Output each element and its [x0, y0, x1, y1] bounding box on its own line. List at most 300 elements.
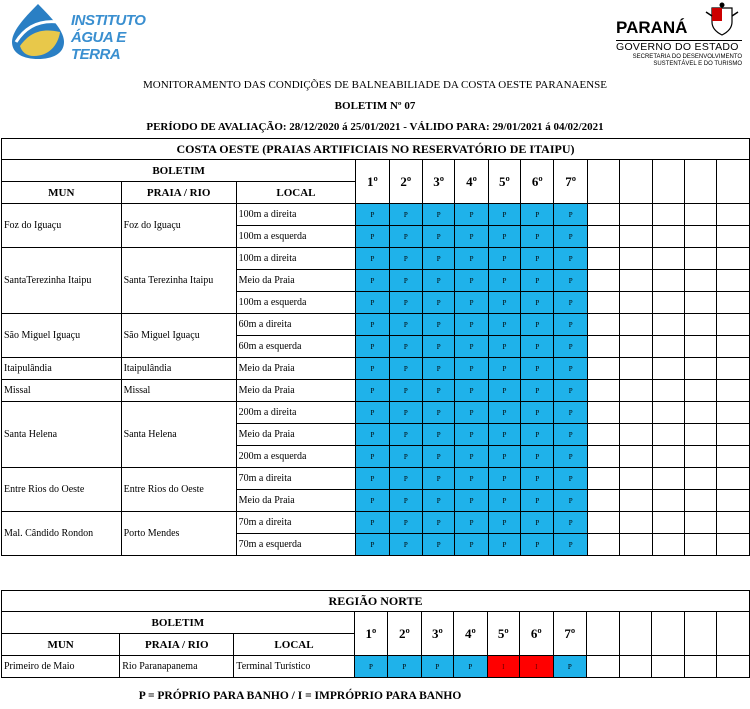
local-cell: Terminal Turístico [234, 656, 354, 678]
status-proprio-cell: P [389, 402, 422, 424]
status-proprio-cell: P [421, 656, 454, 678]
status-proprio-cell: P [488, 292, 520, 314]
empty-cell [652, 656, 685, 678]
empty-cell [587, 314, 619, 336]
municipality-cell: Foz do Iguaçu [2, 204, 122, 248]
empty-cell [587, 336, 619, 358]
local-cell: Meio da Praia [236, 490, 356, 512]
empty-cell [717, 446, 750, 468]
status-proprio-cell: P [422, 468, 454, 490]
status-proprio-cell: P [422, 270, 454, 292]
status-proprio-cell: P [554, 270, 587, 292]
empty-cell [685, 314, 717, 336]
status-proprio-cell: P [455, 534, 488, 556]
status-proprio-cell: P [554, 358, 587, 380]
status-proprio-cell: P [356, 490, 389, 512]
table-row [2, 512, 750, 534]
beach-cell: Santa Terezinha Itaipu [121, 248, 236, 314]
status-proprio-cell: P [389, 534, 422, 556]
empty-cell [587, 292, 619, 314]
week-header: 5º [488, 160, 520, 204]
week-header: 6º [521, 160, 554, 204]
empty-cell [685, 358, 717, 380]
empty-cell [620, 402, 652, 424]
status-proprio-cell: P [521, 446, 554, 468]
table-row [2, 402, 750, 424]
status-proprio-cell: P [422, 336, 454, 358]
status-proprio-cell: P [521, 402, 554, 424]
municipality-cell: Itaipulândia [2, 358, 122, 380]
empty-header-cell [587, 160, 619, 204]
empty-cell [717, 512, 750, 534]
status-proprio-cell: P [389, 204, 422, 226]
logo-right-line2: GOVERNO DO ESTADO [616, 40, 742, 53]
empty-cell [620, 204, 652, 226]
status-proprio-cell: P [488, 468, 520, 490]
local-cell: Meio da Praia [236, 380, 356, 402]
status-proprio-cell: P [554, 468, 587, 490]
empty-cell [685, 446, 717, 468]
mun-header: MUN [2, 182, 122, 204]
empty-cell [587, 204, 619, 226]
week-header: 7º [553, 612, 586, 656]
status-proprio-cell: P [488, 226, 520, 248]
beach-cell: Missal [121, 380, 236, 402]
status-proprio-cell: P [455, 424, 488, 446]
local-cell: 100m a direita [236, 248, 356, 270]
empty-cell [652, 336, 684, 358]
beach-cell: Santa Helena [121, 402, 236, 468]
local-header: LOCAL [236, 182, 356, 204]
legend: P = PRÓPRIO PARA BANHO / I = IMPRÓPRIO PARA BANHO [138, 690, 462, 702]
status-proprio-cell: P [554, 248, 587, 270]
evaluation-period: PERÍODO DE AVALIAÇÃO: 28/12/2020 á 25/01/2021 - VÁLIDO PARA: 29/01/2021 á 04/02/2021 [146, 121, 604, 133]
beach-cell: Porto Mendes [121, 512, 236, 556]
local-cell: 100m a esquerda [236, 292, 356, 314]
status-proprio-cell: P [554, 314, 587, 336]
status-proprio-cell: P [389, 314, 422, 336]
week-header: 4º [455, 160, 488, 204]
empty-cell [685, 226, 717, 248]
empty-header-cell [717, 160, 750, 204]
status-proprio-cell: P [356, 512, 389, 534]
empty-cell [587, 226, 619, 248]
empty-header-cell [684, 612, 717, 656]
local-cell: 200m a esquerda [236, 446, 356, 468]
empty-cell [587, 270, 619, 292]
empty-cell [685, 336, 717, 358]
status-proprio-cell: P [521, 358, 554, 380]
empty-cell [652, 314, 684, 336]
beach-cell: Foz do Iguaçu [121, 204, 236, 248]
empty-cell [717, 270, 750, 292]
empty-cell [685, 292, 717, 314]
status-proprio-cell: P [521, 380, 554, 402]
empty-cell [717, 314, 750, 336]
empty-cell [587, 468, 619, 490]
week-header: 7º [554, 160, 587, 204]
empty-header-cell [587, 612, 620, 656]
week-header: 3º [422, 160, 454, 204]
status-proprio-cell: P [488, 512, 520, 534]
empty-cell [652, 402, 684, 424]
local-cell: 70m a esquerda [236, 534, 356, 556]
status-proprio-cell: P [554, 534, 587, 556]
status-proprio-cell: P [554, 380, 587, 402]
local-cell: Meio da Praia [236, 270, 356, 292]
status-proprio-cell: P [455, 490, 488, 512]
local-cell: 200m a direita [236, 402, 356, 424]
status-proprio-cell: P [554, 424, 587, 446]
status-proprio-cell: P [389, 512, 422, 534]
status-proprio-cell: P [521, 534, 554, 556]
empty-cell [685, 380, 717, 402]
empty-cell [652, 248, 684, 270]
status-proprio-cell: P [389, 248, 422, 270]
status-proprio-cell: P [389, 490, 422, 512]
status-proprio-cell: P [554, 490, 587, 512]
empty-cell [620, 248, 652, 270]
status-proprio-cell: P [389, 424, 422, 446]
beach-cell: Itaipulândia [121, 358, 236, 380]
table-row [2, 248, 750, 270]
status-proprio-cell: P [356, 468, 389, 490]
empty-cell [587, 656, 620, 678]
municipality-cell: Missal [2, 380, 122, 402]
empty-cell [717, 336, 750, 358]
empty-cell [685, 512, 717, 534]
empty-cell [717, 226, 750, 248]
empty-cell [685, 534, 717, 556]
week-header: 4º [454, 612, 487, 656]
empty-cell [620, 534, 652, 556]
status-proprio-cell: P [488, 314, 520, 336]
status-proprio-cell: P [521, 424, 554, 446]
status-proprio-cell: P [389, 336, 422, 358]
logo-right-line3: SECRETARIA DO DESENVOLVIMENTO [632, 54, 742, 60]
empty-cell [620, 468, 652, 490]
empty-cell [685, 490, 717, 512]
status-proprio-cell: P [422, 292, 454, 314]
empty-cell [652, 534, 684, 556]
municipality-cell: São Miguel Iguaçu [2, 314, 122, 358]
status-proprio-cell: P [422, 204, 454, 226]
logo-left-line2: ÁGUA E TERRA [71, 29, 126, 63]
empty-cell [620, 270, 652, 292]
empty-cell [717, 424, 750, 446]
status-proprio-cell: P [488, 402, 520, 424]
mun-header: MUN [2, 634, 120, 656]
empty-cell [652, 512, 684, 534]
status-proprio-cell: P [356, 248, 389, 270]
status-proprio-cell: P [422, 490, 454, 512]
logo-right-secretaria [616, 54, 742, 68]
empty-cell [587, 402, 619, 424]
status-proprio-cell: P [521, 292, 554, 314]
status-proprio-cell: P [488, 336, 520, 358]
status-proprio-cell: P [455, 248, 488, 270]
empty-cell [717, 358, 750, 380]
municipality-cell: SantaTerezinha Itaipu [2, 248, 122, 314]
empty-cell [620, 226, 652, 248]
empty-cell [652, 380, 684, 402]
status-proprio-cell: P [422, 512, 454, 534]
week-header: 2º [389, 160, 422, 204]
status-proprio-cell: P [488, 446, 520, 468]
status-proprio-cell: P [422, 534, 454, 556]
local-cell: Meio da Praia [236, 424, 356, 446]
empty-cell [652, 270, 684, 292]
status-proprio-cell: P [455, 358, 488, 380]
week-header: 6º [520, 612, 553, 656]
status-proprio-cell: P [422, 446, 454, 468]
status-proprio-cell: P [422, 358, 454, 380]
status-proprio-cell: P [356, 358, 389, 380]
status-improprio-cell: I [520, 656, 553, 678]
empty-cell [620, 490, 652, 512]
status-proprio-cell: P [455, 292, 488, 314]
table-title-row [2, 591, 750, 612]
local-cell: 60m a esquerda [236, 336, 356, 358]
header-row [2, 160, 750, 182]
logo-right-line4: SUSTENTÁVEL E DO TURISMO [653, 61, 742, 67]
status-proprio-cell: P [455, 380, 488, 402]
status-proprio-cell: P [455, 402, 488, 424]
status-proprio-cell: P [422, 248, 454, 270]
empty-cell [652, 446, 684, 468]
status-proprio-cell: P [389, 226, 422, 248]
municipality-cell: Santa Helena [2, 402, 122, 468]
empty-cell [717, 292, 750, 314]
local-cell: 70m a direita [236, 468, 356, 490]
table-row [2, 468, 750, 490]
empty-header-cell [652, 612, 685, 656]
empty-cell [717, 534, 750, 556]
table-row [2, 314, 750, 336]
status-proprio-cell: P [422, 402, 454, 424]
status-proprio-cell: P [488, 490, 520, 512]
status-proprio-cell: P [455, 512, 488, 534]
status-proprio-cell: P [521, 270, 554, 292]
empty-cell [717, 248, 750, 270]
status-proprio-cell: P [521, 248, 554, 270]
week-header: 5º [487, 612, 520, 656]
empty-cell [587, 358, 619, 380]
status-proprio-cell: P [356, 336, 389, 358]
empty-cell [685, 402, 717, 424]
status-proprio-cell: P [388, 656, 421, 678]
empty-header-cell [717, 612, 750, 656]
municipality-cell: Mal. Cândido Rondon [2, 512, 122, 556]
status-proprio-cell: P [521, 226, 554, 248]
water-drop-logo-icon [8, 2, 68, 60]
empty-cell [717, 656, 750, 678]
week-header: 1º [354, 612, 387, 656]
status-proprio-cell: P [488, 248, 520, 270]
status-proprio-cell: P [488, 270, 520, 292]
empty-cell [587, 424, 619, 446]
week-header: 2º [388, 612, 421, 656]
local-cell: 60m a direita [236, 314, 356, 336]
status-proprio-cell: P [454, 656, 487, 678]
status-proprio-cell: P [554, 336, 587, 358]
empty-cell [620, 424, 652, 446]
beach-cell: Entre Rios do Oeste [121, 468, 236, 512]
status-improprio-cell: I [487, 656, 520, 678]
empty-cell [620, 314, 652, 336]
local-cell: 100m a esquerda [236, 226, 356, 248]
empty-cell [620, 358, 652, 380]
table-row [2, 380, 750, 402]
status-proprio-cell: P [521, 336, 554, 358]
logo-right-line1: PARANÁ [616, 18, 688, 37]
status-proprio-cell: P [521, 490, 554, 512]
status-proprio-cell: P [356, 446, 389, 468]
status-proprio-cell: P [488, 534, 520, 556]
status-proprio-cell: P [356, 292, 389, 314]
status-proprio-cell: P [553, 656, 586, 678]
status-proprio-cell: P [356, 424, 389, 446]
status-proprio-cell: P [455, 314, 488, 336]
status-proprio-cell: P [422, 226, 454, 248]
status-proprio-cell: P [356, 380, 389, 402]
empty-cell [652, 226, 684, 248]
boletim-header: BOLETIM [2, 612, 355, 634]
municipality-cell: Entre Rios do Oeste [2, 468, 122, 512]
empty-cell [685, 270, 717, 292]
local-cell: Meio da Praia [236, 358, 356, 380]
empty-cell [717, 468, 750, 490]
status-proprio-cell: P [389, 446, 422, 468]
status-proprio-cell: P [455, 270, 488, 292]
week-header: 3º [421, 612, 454, 656]
empty-cell [652, 468, 684, 490]
status-proprio-cell: P [521, 468, 554, 490]
empty-cell [685, 424, 717, 446]
table-title: COSTA OESTE (PRAIAS ARTIFICIAIS NO RESERVATÓRIO DE ITAIPU) [2, 139, 750, 160]
bulletin-number: BOLETIM Nº 07 [334, 100, 416, 112]
costa-oeste-table [1, 138, 750, 556]
status-proprio-cell: P [356, 204, 389, 226]
boletim-header: BOLETIM [2, 160, 356, 182]
empty-header-cell [685, 160, 717, 204]
empty-cell [717, 380, 750, 402]
report-subtitle: MONITORAMENTO DAS CONDIÇÕES DE BALNEABILIADE DA COSTA OESTE PARANAENSE [143, 79, 607, 91]
empty-cell [685, 468, 717, 490]
empty-header-cell [619, 612, 652, 656]
status-proprio-cell: P [389, 380, 422, 402]
empty-cell [587, 512, 619, 534]
status-proprio-cell: P [356, 314, 389, 336]
status-proprio-cell: P [554, 402, 587, 424]
local-cell: 100m a direita [236, 204, 356, 226]
status-proprio-cell: P [356, 402, 389, 424]
empty-cell [652, 424, 684, 446]
empty-header-cell [652, 160, 684, 204]
empty-cell [652, 292, 684, 314]
empty-cell [619, 656, 652, 678]
status-proprio-cell: P [455, 226, 488, 248]
praia-header: PRAIA / RIO [121, 182, 236, 204]
status-proprio-cell: P [521, 314, 554, 336]
empty-cell [717, 490, 750, 512]
table-title: REGIÃO NORTE [2, 591, 750, 612]
status-proprio-cell: P [422, 380, 454, 402]
empty-cell [587, 446, 619, 468]
status-proprio-cell: P [422, 314, 454, 336]
beach-cell: Rio Paranapanema [120, 656, 234, 678]
empty-cell [685, 248, 717, 270]
status-proprio-cell: P [389, 358, 422, 380]
status-proprio-cell: P [455, 446, 488, 468]
status-proprio-cell: P [389, 270, 422, 292]
empty-cell [652, 490, 684, 512]
instituto-agua-terra-logo [8, 2, 148, 63]
status-proprio-cell: P [356, 534, 389, 556]
empty-cell [684, 656, 717, 678]
empty-cell [652, 358, 684, 380]
empty-cell [587, 490, 619, 512]
status-proprio-cell: P [389, 292, 422, 314]
status-proprio-cell: P [356, 270, 389, 292]
status-proprio-cell: P [455, 468, 488, 490]
empty-cell [620, 292, 652, 314]
empty-cell [620, 336, 652, 358]
week-header: 1º [356, 160, 389, 204]
empty-cell [717, 204, 750, 226]
empty-cell [685, 204, 717, 226]
status-proprio-cell: P [554, 204, 587, 226]
status-proprio-cell: P [554, 226, 587, 248]
local-cell: 70m a direita [236, 512, 356, 534]
table-title-row [2, 139, 750, 160]
status-proprio-cell: P [354, 656, 387, 678]
local-header: LOCAL [234, 634, 354, 656]
empty-cell [620, 512, 652, 534]
status-proprio-cell: P [488, 358, 520, 380]
status-proprio-cell: P [389, 468, 422, 490]
empty-header-cell [620, 160, 652, 204]
status-proprio-cell: P [455, 336, 488, 358]
praia-header: PRAIA / RIO [120, 634, 234, 656]
empty-cell [652, 204, 684, 226]
table-row [2, 358, 750, 380]
status-proprio-cell: P [356, 226, 389, 248]
municipality-cell: Primeiro de Maio [2, 656, 120, 678]
table-row [2, 656, 750, 678]
status-proprio-cell: P [422, 424, 454, 446]
status-proprio-cell: P [554, 512, 587, 534]
regiao-norte-table [1, 590, 750, 678]
empty-cell [620, 446, 652, 468]
state-crest-icon [704, 2, 740, 36]
empty-cell [587, 248, 619, 270]
status-proprio-cell: P [455, 204, 488, 226]
empty-cell [587, 534, 619, 556]
header-row [2, 612, 750, 634]
status-proprio-cell: P [488, 424, 520, 446]
status-proprio-cell: P [488, 380, 520, 402]
status-proprio-cell: P [554, 292, 587, 314]
logo-left-line1: INSTITUTO [71, 12, 146, 29]
empty-cell [587, 380, 619, 402]
empty-cell [620, 380, 652, 402]
status-proprio-cell: P [488, 204, 520, 226]
status-proprio-cell: P [521, 512, 554, 534]
status-proprio-cell: P [521, 204, 554, 226]
parana-government-logo [612, 2, 748, 66]
status-proprio-cell: P [554, 446, 587, 468]
